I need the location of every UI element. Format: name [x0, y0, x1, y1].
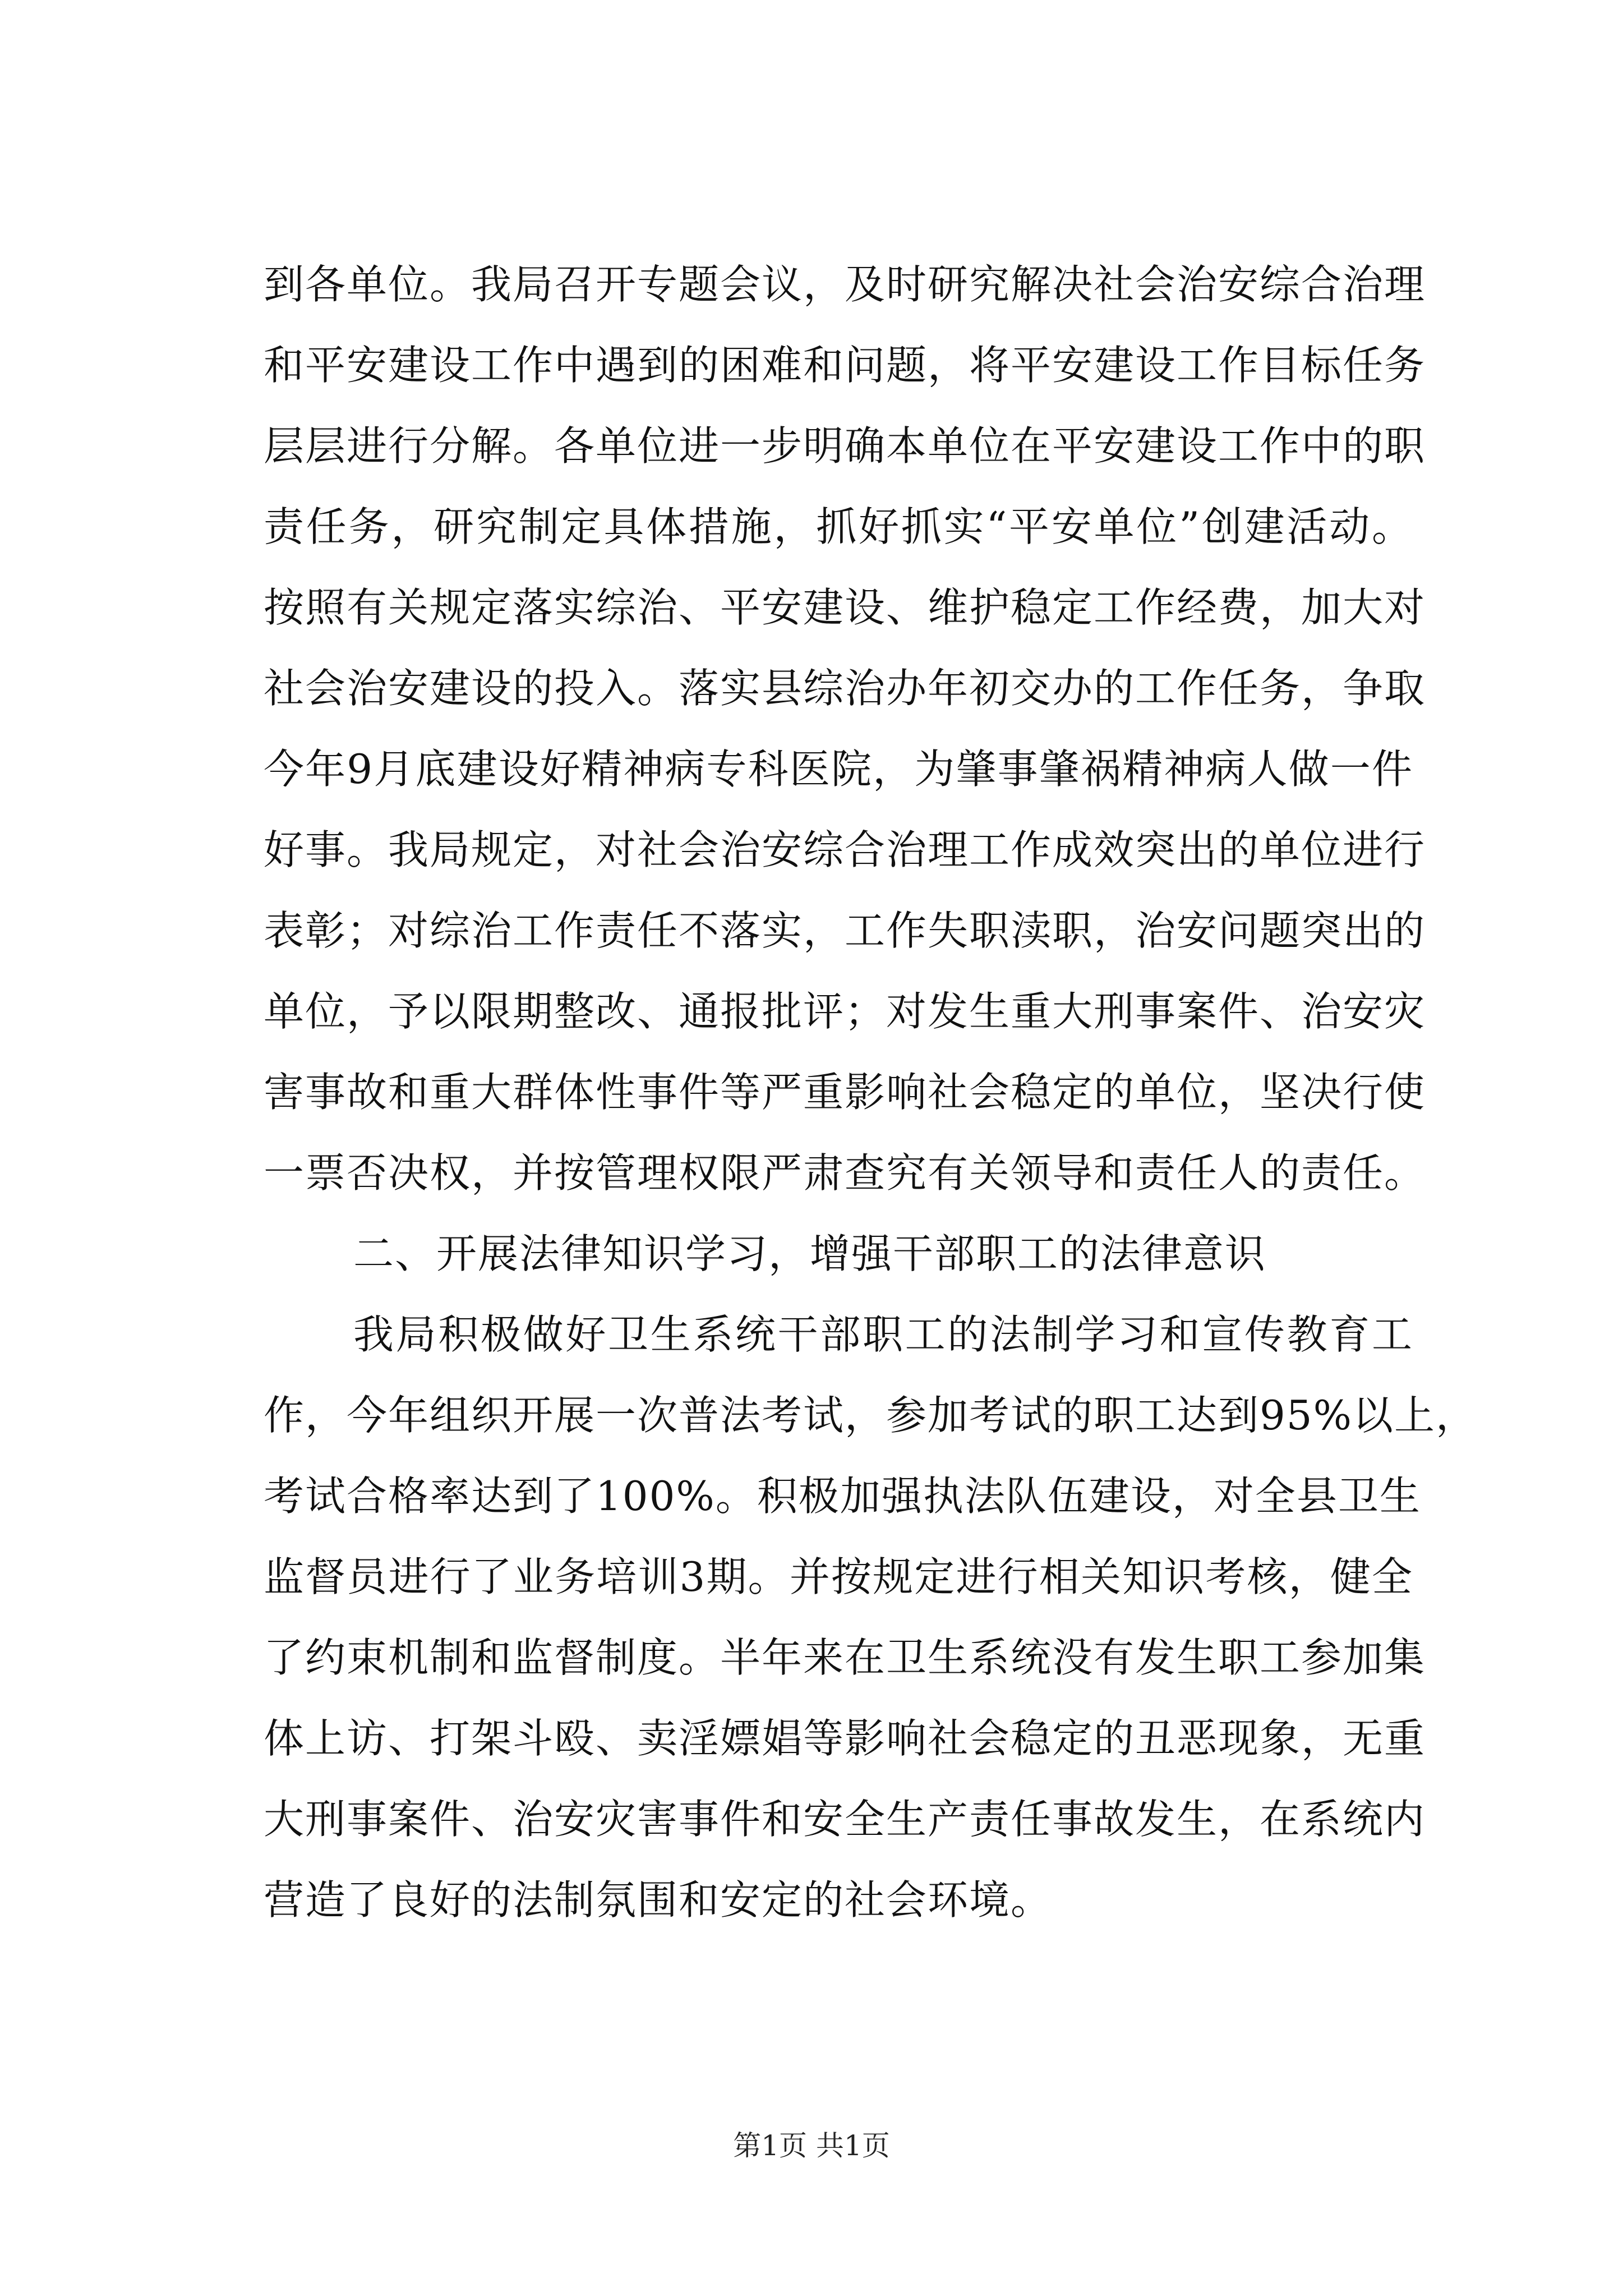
page-number: 第1页 共1页	[733, 2129, 890, 2162]
body-line: 一票否决权，并按管理权限严肃查究有关领导和责任人的责任。	[264, 1149, 1426, 1197]
body-line: 大刑事案件、治安灾害事件和安全生产责任事故发生，在系统内	[264, 1796, 1426, 1843]
body-line: 体上访、打架斗殴、卖淫嫖娼等影响社会稳定的丑恶现象，无重	[264, 1715, 1426, 1762]
body-line: 好事。我局规定，对社会治安综合治理工作成效突出的单位进行	[264, 826, 1426, 873]
page-footer	[0, 2126, 1623, 2165]
section-heading: 二、开展法律知识学习，增强干部职工的法律意识	[353, 1230, 1267, 1277]
document-body	[264, 244, 1478, 1940]
body-line: 害事故和重大群体性事件等严重影响社会稳定的单位，坚决行使	[264, 1069, 1426, 1116]
body-line: 按照有关规定落实综治、平安建设、维护稳定工作经费，加大对	[264, 584, 1426, 631]
body-line: 营造了良好的法制氛围和安定的社会环境。	[264, 1876, 1053, 1924]
body-line: 和平安建设工作中遇到的困难和问题，将平安建设工作目标任务	[264, 342, 1426, 389]
body-line: 到各单位。我局召开专题会议，及时研究解决社会治安综合治理	[264, 261, 1426, 308]
body-line: 监督员进行了业务培训3期。并按规定进行相关知识考核，健全	[264, 1553, 1413, 1600]
body-line: 社会治安建设的投入。落实县综治办年初交办的工作任务，争取	[264, 665, 1426, 712]
body-line: 作，今年组织开展一次普法考试，参加考试的职工达到95%以上，	[264, 1392, 1478, 1439]
body-line: 今年9月底建设好精神病专科医院，为肇事肇祸精神病人做一件	[264, 746, 1413, 793]
body-line: 我局积极做好卫生系统干部职工的法制学习和宣传教育工	[353, 1311, 1413, 1358]
body-line: 表彰；对综治工作责任不落实，工作失职渎职，治安问题突出的	[264, 907, 1426, 954]
body-line: 层层进行分解。各单位进一步明确本单位在平安建设工作中的职	[264, 422, 1426, 470]
body-line: 了约束机制和监督制度。半年来在卫生系统没有发生职工参加集	[264, 1634, 1426, 1681]
body-line: 单位，予以限期整改、通报批评；对发生重大刑事案件、治安灾	[264, 988, 1426, 1035]
body-line: 责任务，研究制定具体措施，抓好抓实“平安单位”创建活动。	[264, 503, 1413, 550]
body-line: 考试合格率达到了100%。积极加强执法队伍建设，对全县卫生	[264, 1473, 1421, 1520]
